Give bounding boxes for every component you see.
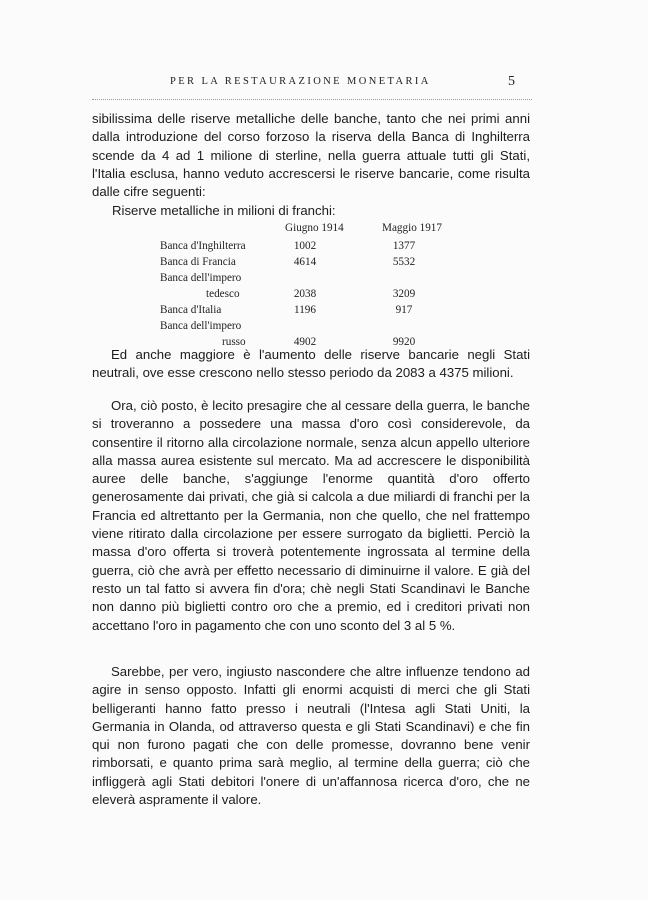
value-1917: 3209 xyxy=(392,288,416,300)
column-header-june-1914: Giugno 1914 xyxy=(285,222,344,234)
row-label: tedesco xyxy=(206,288,240,300)
value-1917: 1377 xyxy=(392,240,416,252)
paragraph-3: Ora, ciò posto, è lecito presagire che al cessare della guerra, le banche si troveranno a possedere una massa d'oro così considerevole, da consentire il ritorno alla circolazione normale, senza alcun appello ulteriore alla massa aurea esistente sul mercato. Ma ad accrescere le disponibilità auree delle banche, s'aggiunge l'enorme quantità d'oro offerto generosamente dai privati, che già si calcola a due miliardi di franchi per la Francia ed altrettanto per la Germania, non che quello, che nel frattempo viene ritirato dalla circolazione per essere surrogato da biglietti. Perciò la massa d'oro offerta si troverà potentemente ingrossata al termine della guerra, ciò che avrà per effetto necessario di diminuirne il valore. E già del resto un tal fatto si avvera fin d'ora; chè negli Stati Scandinavi le Banche non danno più biglietti contro oro che a premio, ed i creditori privati non accettano l'oro in pagamento che con uno sconto del 3 al 5 %. xyxy=(92,398,530,633)
table-row xyxy=(160,272,460,286)
value-1917: 9920 xyxy=(392,336,416,348)
row-label: Banca dell'impero xyxy=(160,272,242,284)
table-row xyxy=(160,240,460,254)
paragraph-1: sibilissima delle riserve metalliche delle banche, tanto che nei primi anni dalla introduzione del corso forzoso la riserva della Banca di Inghilterra scende da 4 ad 1 milione di sterline, nella guerra attuale tutti gli Stati, l'Italia esclusa, hanno veduto accrescersi le riserve bancarie, come risulta dalle cifre seguenti: xyxy=(92,111,530,200)
paragraph-4: Sarebbe, per vero, ingiusto nascondere che altre influenze tendono ad agire in senso opposto. Infatti gli enormi acquisti di merci che gli Stati belligeranti hanno fatto presso i neutrali (l'Intesa agli Stati Uniti, la Germania in Olanda, od attraverso questa e gli Stati Scandinavi) e che fin qui non furono pagati che con delle promesse, dovranno bene venir rimborsati, e quanto prima sarà meglio, al termine della guerra; ciò che infliggerà agli Stati debitori l'onere di un'affannosa ricerca d'oro, che ne eleverà aspramente il valore. xyxy=(92,664,530,808)
value-1914: 1196 xyxy=(294,304,316,316)
value-1917: 5532 xyxy=(392,256,416,268)
value-1917: 917 xyxy=(395,304,413,316)
paragraph-2: Ed anche maggiore è l'aumento delle riserve bancarie negli Stati neutrali, ove esse crescono nello stesso periodo da 2083 a 4375 milioni. xyxy=(92,347,530,381)
table-lead: Riserve metalliche in milioni di franchi: xyxy=(112,203,336,218)
table-row xyxy=(160,288,460,302)
value-1914: 4902 xyxy=(293,336,317,348)
table-header-row xyxy=(160,222,460,236)
header-divider xyxy=(92,99,532,100)
value-1914: 1002 xyxy=(293,240,317,252)
row-label: Banca di Francia xyxy=(160,256,236,268)
page-number: 5 xyxy=(508,74,515,89)
value-1914: 2038 xyxy=(293,288,317,300)
table-row xyxy=(160,320,460,334)
table-row xyxy=(160,304,460,318)
row-label: Banca d'Inghilterra xyxy=(160,240,246,252)
row-label: Banca d'Italia xyxy=(160,304,222,316)
table-row xyxy=(160,256,460,270)
running-head: PER LA RESTAURAZIONE MONETARIA xyxy=(170,76,431,87)
row-label: russo xyxy=(222,336,246,348)
row-label: Banca dell'impero xyxy=(160,320,242,332)
value-1914: 4614 xyxy=(293,256,317,268)
column-header-may-1917: Maggio 1917 xyxy=(382,222,442,234)
